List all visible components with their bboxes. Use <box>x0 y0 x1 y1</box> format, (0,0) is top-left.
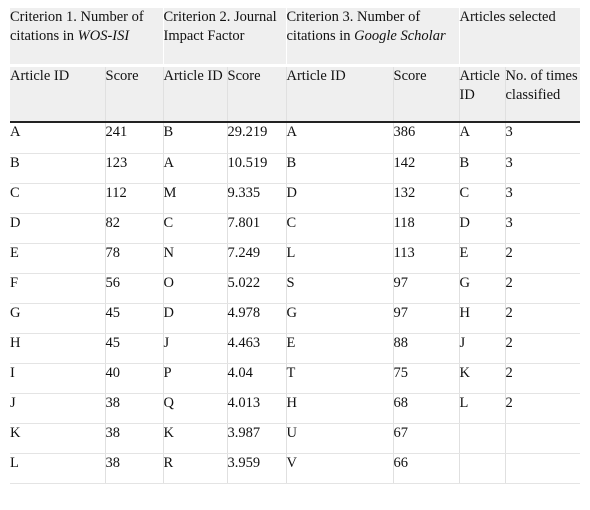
col-c1-article-id: Article ID <box>10 67 105 121</box>
cell-sel-count: 2 <box>505 363 580 393</box>
table-row <box>10 123 580 153</box>
cell-c1-id: K <box>10 423 105 453</box>
col-c3-score: Score <box>393 67 459 121</box>
table-row <box>10 153 580 183</box>
col-sel-article-id: Article ID <box>459 67 505 121</box>
cell-c3-score: 66 <box>393 453 459 483</box>
cell-c1-score: 78 <box>105 243 163 273</box>
criterion-1-text: Criterion 1. Number of citations in <box>10 9 144 44</box>
cell-sel-count: 3 <box>505 153 580 183</box>
col-c3-article-id: Article ID <box>286 67 393 121</box>
cell-c1-id: I <box>10 363 105 393</box>
cell-c2-id: C <box>163 213 227 243</box>
cell-c3-id: V <box>286 453 393 483</box>
cell-c3-id: C <box>286 213 393 243</box>
cell-c1-score: 82 <box>105 213 163 243</box>
cell-c2-score: 7.249 <box>227 243 286 273</box>
cell-c1-score: 56 <box>105 273 163 303</box>
col-c2-score: Score <box>227 67 286 121</box>
cell-c3-id: D <box>286 183 393 213</box>
articles-selected-header <box>459 8 580 64</box>
cell-c1-id: L <box>10 453 105 483</box>
cell-c3-score: 97 <box>393 273 459 303</box>
cell-c3-id: T <box>286 363 393 393</box>
cell-sel-count: 3 <box>505 123 580 153</box>
table-row <box>10 273 580 303</box>
table-row <box>10 213 580 243</box>
cell-sel-id: K <box>459 363 505 393</box>
cell-c2-score: 5.022 <box>227 273 286 303</box>
col-c2-article-id: Article ID <box>163 67 227 121</box>
cell-c2-score: 4.013 <box>227 393 286 423</box>
cell-sel-id: B <box>459 153 505 183</box>
cell-c2-id: Q <box>163 393 227 423</box>
cell-c3-id: E <box>286 333 393 363</box>
cell-sel-id: C <box>459 183 505 213</box>
table-row <box>10 303 580 333</box>
criterion-3-source: Google Scholar <box>354 28 446 44</box>
table-row <box>10 423 580 453</box>
cell-c1-id: C <box>10 183 105 213</box>
ranking-table <box>10 8 580 484</box>
cell-c1-score: 112 <box>105 183 163 213</box>
cell-c3-score: 67 <box>393 423 459 453</box>
cell-c2-id: N <box>163 243 227 273</box>
cell-sel-id: G <box>459 273 505 303</box>
cell-c2-score: 29.219 <box>227 123 286 153</box>
cell-c3-id: A <box>286 123 393 153</box>
table-row <box>10 333 580 363</box>
cell-c2-score: 4.04 <box>227 363 286 393</box>
table-row <box>10 243 580 273</box>
cell-c3-score: 142 <box>393 153 459 183</box>
cell-sel-count <box>505 423 580 453</box>
cell-c1-id: J <box>10 393 105 423</box>
criterion-3-text: Criterion 3. Number of citations in <box>286 9 421 44</box>
cell-c2-id: P <box>163 363 227 393</box>
cell-sel-id: H <box>459 303 505 333</box>
cell-sel-id: E <box>459 243 505 273</box>
cell-c1-score: 38 <box>105 393 163 423</box>
cell-c2-score: 3.959 <box>227 453 286 483</box>
cell-c3-id: L <box>286 243 393 273</box>
criterion-3-header <box>286 8 459 64</box>
cell-sel-id: J <box>459 333 505 363</box>
cell-sel-count: 2 <box>505 333 580 363</box>
cell-c2-score: 4.978 <box>227 303 286 333</box>
cell-sel-id: D <box>459 213 505 243</box>
col-sel-times-classified: No. of times classified <box>505 67 580 121</box>
cell-c3-score: 113 <box>393 243 459 273</box>
cell-c3-score: 132 <box>393 183 459 213</box>
cell-c3-score: 97 <box>393 303 459 333</box>
cell-c3-score: 118 <box>393 213 459 243</box>
cell-c3-id: S <box>286 273 393 303</box>
cell-c1-score: 45 <box>105 303 163 333</box>
cell-sel-count <box>505 453 580 483</box>
cell-sel-count: 3 <box>505 183 580 213</box>
cell-c3-score: 88 <box>393 333 459 363</box>
cell-c2-id: B <box>163 123 227 153</box>
cell-c1-id: B <box>10 153 105 183</box>
col-c1-score: Score <box>105 67 163 121</box>
cell-c3-id: U <box>286 423 393 453</box>
cell-sel-id: L <box>459 393 505 423</box>
table-row <box>10 453 580 483</box>
cell-c2-id: R <box>163 453 227 483</box>
cell-c3-score: 75 <box>393 363 459 393</box>
cell-c2-id: A <box>163 153 227 183</box>
cell-sel-id <box>459 423 505 453</box>
cell-c1-score: 38 <box>105 453 163 483</box>
criterion-2-text: Criterion 2. Journal Impact Factor <box>163 9 277 44</box>
cell-c1-id: A <box>10 123 105 153</box>
cell-c2-score: 10.519 <box>227 153 286 183</box>
cell-c2-score: 9.335 <box>227 183 286 213</box>
cell-sel-count: 2 <box>505 273 580 303</box>
criterion-2-header <box>163 8 286 64</box>
cell-c3-id: B <box>286 153 393 183</box>
cell-c1-id: F <box>10 273 105 303</box>
table-row <box>10 393 580 423</box>
column-header-row <box>10 67 580 121</box>
cell-sel-id <box>459 453 505 483</box>
cell-c1-id: G <box>10 303 105 333</box>
cell-sel-id: A <box>459 123 505 153</box>
criterion-1-header <box>10 8 163 64</box>
cell-c1-score: 123 <box>105 153 163 183</box>
cell-sel-count: 3 <box>505 213 580 243</box>
cell-c3-id: H <box>286 393 393 423</box>
articles-selected-text: Articles selected <box>459 9 556 25</box>
cell-c2-score: 3.987 <box>227 423 286 453</box>
cell-c2-id: D <box>163 303 227 333</box>
cell-c1-id: E <box>10 243 105 273</box>
cell-c2-score: 4.463 <box>227 333 286 363</box>
cell-c1-score: 45 <box>105 333 163 363</box>
table-row <box>10 183 580 213</box>
cell-c2-id: J <box>163 333 227 363</box>
criterion-1-source: WOS-ISI <box>77 28 130 44</box>
cell-sel-count: 2 <box>505 393 580 423</box>
cell-c1-score: 241 <box>105 123 163 153</box>
cell-c3-score: 386 <box>393 123 459 153</box>
cell-sel-count: 2 <box>505 303 580 333</box>
cell-c3-score: 68 <box>393 393 459 423</box>
cell-c1-score: 40 <box>105 363 163 393</box>
cell-c3-id: G <box>286 303 393 333</box>
cell-c2-id: K <box>163 423 227 453</box>
criteria-header-row <box>10 8 580 64</box>
cell-c2-id: M <box>163 183 227 213</box>
cell-sel-count: 2 <box>505 243 580 273</box>
cell-c2-id: O <box>163 273 227 303</box>
table-row <box>10 363 580 393</box>
table-body <box>10 123 580 483</box>
cell-c2-score: 7.801 <box>227 213 286 243</box>
cell-c1-id: H <box>10 333 105 363</box>
cell-c1-id: D <box>10 213 105 243</box>
cell-c1-score: 38 <box>105 423 163 453</box>
